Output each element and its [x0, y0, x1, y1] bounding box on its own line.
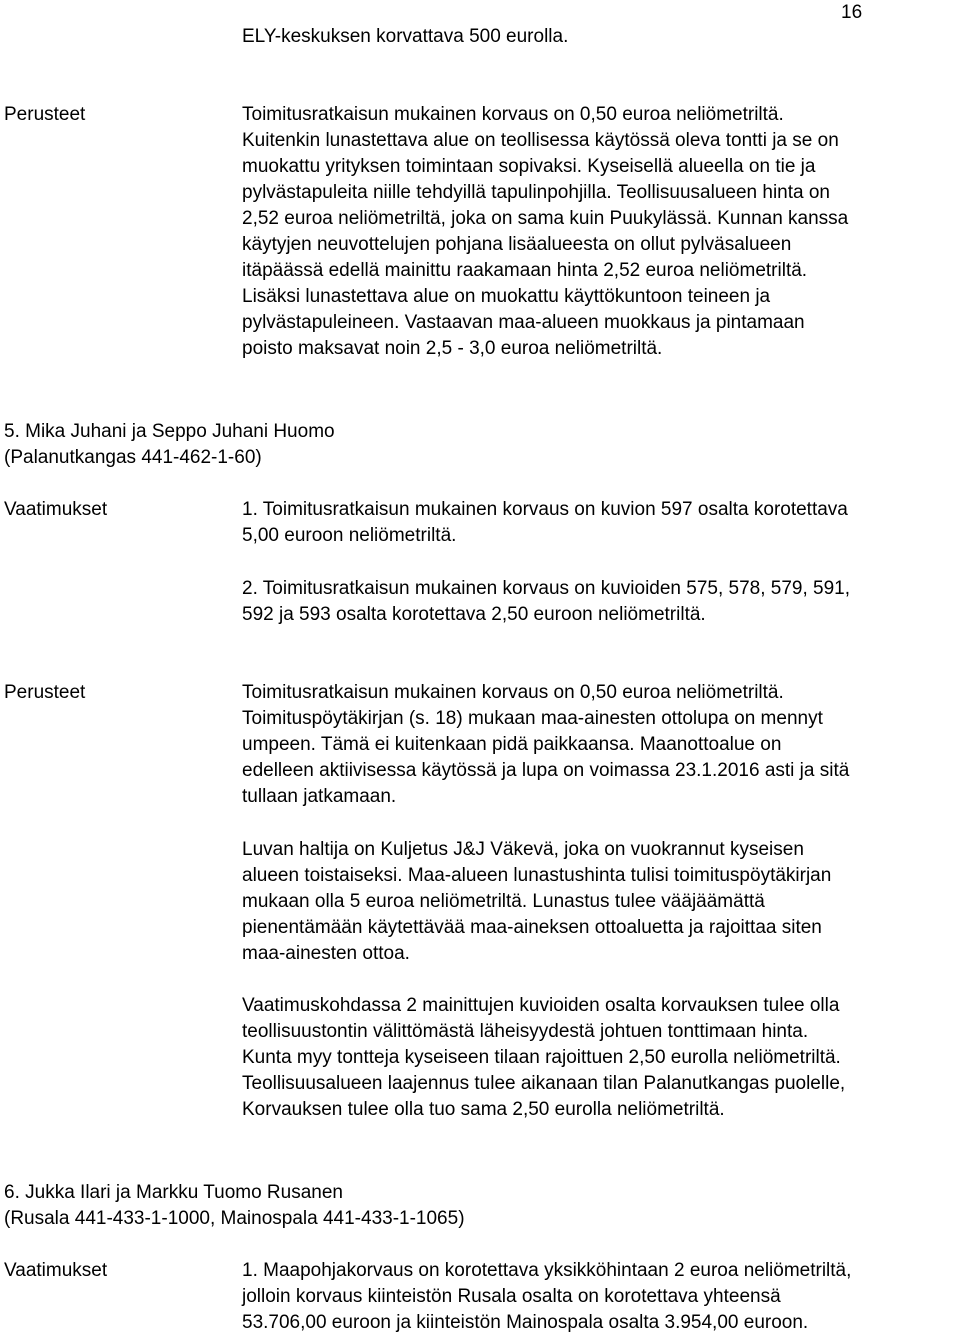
- perusteet-paragraph-1: Toimitusratkaisun mukainen korvaus on 0,50 euroa neliömetriltä. Toimituspöytäkirjan (s. 18) mukaan maa-ainesten ottolupa on mennyt umpeen. Tämä ei kuitenkaan pidä paikkaansa. Maanottoalue on edelleen aktiivisessa käytössä ja lupa on voimassa 23.1.2016 asti ja sitä tullaan jatkamaan.: [242, 682, 850, 807]
- vaatimukset-label: Vaatimukset: [4, 1260, 108, 1281]
- perusteet-paragraph-2: Luvan haltija on Kuljetus J&J Väkevä, joka on vuokrannut kyseisen alueen toistaiseksi. Maa-alueen lunastushinta tulisi toimituspöytäkirjan mukaan olla 5 euroa neliömetriltä. Lunastus tulee vääjäämättä pienentämään käytettävää maa-aineksen ottoaluetta ja rajoittaa siten maa-ainesten ottoa.: [242, 839, 832, 964]
- perusteet-text: Toimitusratkaisun mukainen korvaus on 0,50 euroa neliömetriltä. Kuitenkin lunastettava alue on teollisessa käytössä oleva tontti ja se on muokattu yrityksen toimintaan sopivaksi. Kyseisellä alueella on tie ja pylvästapuleita niille tehdyillä tapulinpohjilla. Teollisuusalueen hinta on 2,52 euroa neliömetriltä, joka on sama kuin Puukylässä. Kunnan kanssa käytyjen neuvottelujen pohjana lisäalueesta on ollut pylväsalueen itäpäässä edellä mainittu raakamaan hinta 2,52 euroa neliömetriltä. Lisäksi lunastettava alue on muokattu käyttökuntoon teineen ja pylvästapuleineen. Vastaavan maa-alueen muokkaus ja pintamaan poisto maksavat noin 2,5 - 3,0 euroa neliömetriltä.: [242, 104, 849, 359]
- vaatimukset-label: Vaatimukset: [4, 499, 108, 520]
- intro-line: ELY-keskuksen korvattava 500 eurolla.: [242, 26, 569, 47]
- perusteet-label: Perusteet: [4, 104, 86, 125]
- perusteet-label: Perusteet: [4, 682, 86, 703]
- section-heading: 6. Jukka Ilari ja Markku Tuomo Rusanen (Rusala 441-433-1-1000, Mainospala 441-433-1-1065): [4, 1182, 465, 1229]
- section-heading: 5. Mika Juhani ja Seppo Juhani Huomo (Palanutkangas 441-462-1-60): [4, 421, 335, 468]
- perusteet-paragraph-3: Vaatimuskohdassa 2 mainittujen kuvioiden osalta korvauksen tulee olla teollisuustontin välittömästä läheisyydestä johtuen tonttimaan hinta. Kunta myy tontteja kyseiseen tilaan rajoittuen 2,50 eurolla neliömetriltä. Teollisuusalueen laajennus tulee aikanaan tilan Palanutkangas puolelle, Korvauksen tulee olla tuo sama 2,50 eurolla neliömetriltä.: [242, 995, 846, 1120]
- vaatimukset-item-1: 1. Maapohjakorvaus on korotettava yksikköhintaan 2 euroa neliömetriltä, jolloin korvaus kiinteistön Rusala osalta on korotettava yhteensä 53.706,00 euroon ja kiinteistön Mainospala osalta 3.954,00 euroon.: [242, 1260, 852, 1333]
- vaatimukset-item-1: 1. Toimitusratkaisun mukainen korvaus on kuvion 597 osalta korotettava 5,00 euroon neliömetriltä.: [242, 499, 848, 546]
- page-number: 16: [841, 2, 863, 23]
- vaatimukset-item-2: 2. Toimitusratkaisun mukainen korvaus on kuvioiden 575, 578, 579, 591, 592 ja 593 osalta korotettava 2,50 euroon neliömetriltä.: [242, 578, 851, 625]
